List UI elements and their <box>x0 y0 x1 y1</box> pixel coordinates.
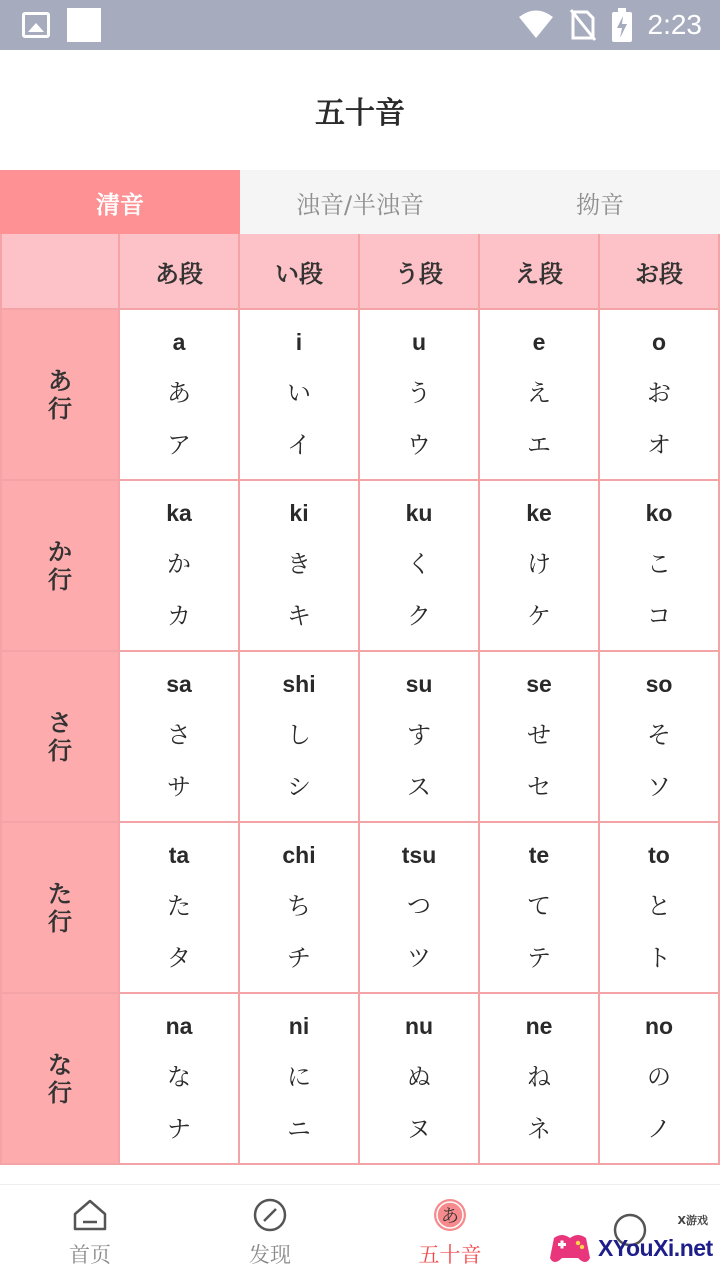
row-label-cell <box>2 652 120 823</box>
kana-cell[interactable] <box>480 823 600 994</box>
watermark <box>548 1214 716 1274</box>
kana-cell[interactable] <box>600 481 720 652</box>
katakana-text: ス <box>407 773 431 802</box>
nav-discover-label: 发现 <box>249 1243 291 1267</box>
romaji-text: to <box>648 841 670 868</box>
kana-table <box>0 234 720 1165</box>
romaji-text: nu <box>404 1012 434 1039</box>
kana-cell[interactable] <box>480 310 600 481</box>
romaji-text: tsu <box>401 841 437 868</box>
hiragana-text: た <box>167 891 191 920</box>
hiragana-text: な <box>167 1062 191 1091</box>
kana-cell[interactable] <box>480 481 600 652</box>
hiragana-text: あ <box>167 378 191 407</box>
kana-cell[interactable] <box>360 652 480 823</box>
kana-cell[interactable] <box>600 652 720 823</box>
katakana-text: サ <box>167 773 191 802</box>
romaji-text: su <box>405 670 433 697</box>
katakana-text: イ <box>287 431 311 460</box>
hiragana-text: し <box>287 720 311 749</box>
table-row <box>2 652 720 823</box>
table-corner-cell <box>2 234 120 310</box>
kana-cell[interactable] <box>240 481 360 652</box>
kana-cell[interactable] <box>360 994 480 1165</box>
title-bar <box>0 50 720 170</box>
hiragana-text: お <box>647 378 671 407</box>
hiragana-text: ぬ <box>407 1062 431 1091</box>
romaji-text: ko <box>645 499 673 526</box>
hiragana-text: う <box>407 378 431 407</box>
kana-cell[interactable] <box>240 310 360 481</box>
romaji-text: se <box>526 670 552 697</box>
column-header: お段 <box>600 234 720 310</box>
column-header: え段 <box>480 234 600 310</box>
watermark-text: XYouXi.net <box>598 1234 713 1261</box>
romaji-text: ne <box>525 1012 553 1039</box>
katakana-text: キ <box>287 602 311 631</box>
kana-cell[interactable] <box>120 823 240 994</box>
katakana-text: ヌ <box>407 1115 431 1144</box>
row-label: さ行 <box>48 708 72 765</box>
katakana-text: シ <box>287 773 311 802</box>
romaji-text: no <box>644 1012 674 1039</box>
katakana-text: コ <box>647 602 671 631</box>
column-header: あ段 <box>120 234 240 310</box>
romaji-text: shi <box>282 670 316 697</box>
katakana-text: ト <box>647 944 671 973</box>
hiragana-text: さ <box>167 720 191 749</box>
katakana-text: ニ <box>287 1115 311 1144</box>
katakana-text: ウ <box>407 431 431 460</box>
nav-discover[interactable] <box>180 1185 360 1280</box>
row-label: な行 <box>48 1050 72 1107</box>
romaji-text: te <box>528 841 550 868</box>
hiragana-text: そ <box>647 720 671 749</box>
row-label-cell <box>2 994 120 1165</box>
romaji-text: i <box>295 328 303 355</box>
kana-cell[interactable] <box>120 652 240 823</box>
katakana-text: ナ <box>167 1115 191 1144</box>
katakana-text: ク <box>407 602 431 631</box>
kana-cell[interactable] <box>600 310 720 481</box>
kana-icon-text: あ <box>441 1206 459 1227</box>
katakana-text: カ <box>167 602 191 631</box>
romaji-text: ka <box>166 499 192 526</box>
romaji-text: na <box>165 1012 193 1039</box>
wifi-icon <box>518 10 554 40</box>
hiragana-text: の <box>647 1062 671 1091</box>
status-time: 2:23 <box>647 9 702 40</box>
table-row <box>2 481 720 652</box>
katakana-text: ソ <box>647 773 671 802</box>
hiragana-text: け <box>527 549 551 578</box>
hiragana-text: す <box>407 720 431 749</box>
battery-charging-icon <box>612 8 632 42</box>
hiragana-text: せ <box>527 720 551 749</box>
romaji-text: o <box>651 328 667 355</box>
hiragana-text: ち <box>287 891 311 920</box>
kana-cell[interactable] <box>120 994 240 1165</box>
image-icon <box>22 12 50 38</box>
hiragana-text: こ <box>647 549 671 578</box>
nav-home[interactable] <box>0 1185 180 1280</box>
kana-table-scroll[interactable] <box>0 234 720 1184</box>
page-title: 五十音 <box>315 96 405 131</box>
table-row <box>2 823 720 994</box>
katakana-text: タ <box>167 944 191 973</box>
no-sim-icon <box>570 9 596 41</box>
column-header: う段 <box>360 234 480 310</box>
katakana-text: ツ <box>407 944 431 973</box>
home-icon <box>72 1197 108 1233</box>
kana-cell[interactable] <box>360 310 480 481</box>
katakana-text: ア <box>167 431 191 460</box>
kana-cell[interactable] <box>120 310 240 481</box>
column-header: い段 <box>240 234 360 310</box>
katakana-text: テ <box>527 944 551 973</box>
nav-gojuon-label: 五十音 <box>418 1243 482 1267</box>
romaji-text: chi <box>282 841 316 868</box>
row-label: た行 <box>48 879 72 936</box>
katakana-text: チ <box>287 944 311 973</box>
hiragana-text: ね <box>527 1062 551 1091</box>
kana-cell[interactable] <box>480 994 600 1165</box>
katakana-text: ネ <box>527 1115 551 1144</box>
romaji-text: sa <box>166 670 192 697</box>
kana-cell[interactable] <box>240 994 360 1165</box>
tab-seion[interactable]: 清音 <box>0 170 240 234</box>
hiragana-text: く <box>407 549 431 578</box>
table-row <box>2 310 720 481</box>
tab-youon[interactable]: 拗音 <box>576 190 624 219</box>
romaji-text: u <box>411 328 427 355</box>
hiragana-text: い <box>287 378 311 407</box>
kana-icon <box>432 1197 468 1233</box>
katakana-text: ノ <box>647 1115 671 1144</box>
romaji-text: ku <box>405 499 433 526</box>
tab-dakuon[interactable]: 浊音/半浊音 <box>295 190 425 219</box>
row-label-cell <box>2 481 120 652</box>
gamepad-logo-icon <box>548 1228 592 1268</box>
row-label-cell <box>2 823 120 994</box>
table-row <box>2 994 720 1165</box>
katakana-text: セ <box>527 773 551 802</box>
romaji-text: ni <box>288 1012 310 1039</box>
hiragana-text: か <box>167 549 191 578</box>
status-bar <box>0 0 720 50</box>
kana-cell[interactable] <box>600 823 720 994</box>
kana-cell[interactable] <box>240 652 360 823</box>
kana-cell[interactable] <box>360 823 480 994</box>
kana-cell[interactable] <box>600 994 720 1165</box>
tab-bar <box>0 170 720 234</box>
nav-home-label: 首页 <box>69 1243 111 1267</box>
romaji-text: a <box>172 328 186 355</box>
katakana-text: エ <box>527 431 551 460</box>
romaji-text: ki <box>289 499 309 526</box>
nav-gojuon[interactable] <box>360 1185 540 1280</box>
hiragana-text: て <box>527 891 551 920</box>
hiragana-text: に <box>287 1062 311 1091</box>
row-label-cell <box>2 310 120 481</box>
romaji-text: ta <box>168 841 190 868</box>
hiragana-text: と <box>647 891 671 920</box>
kana-cell[interactable] <box>240 823 360 994</box>
romaji-text: e <box>532 328 546 355</box>
watermark-small-text: X游戏 <box>677 1214 708 1227</box>
row-label: あ行 <box>48 366 72 423</box>
katakana-text: オ <box>647 431 671 460</box>
hiragana-text: え <box>527 378 551 407</box>
hiragana-text: き <box>287 549 311 578</box>
kana-cell[interactable] <box>480 652 600 823</box>
status-icons <box>518 5 703 45</box>
row-label: か行 <box>48 537 72 594</box>
romaji-text: so <box>645 670 673 697</box>
hiragana-text: つ <box>407 891 431 920</box>
kana-cell[interactable] <box>120 481 240 652</box>
katakana-text: ケ <box>527 602 551 631</box>
square-icon <box>67 8 101 42</box>
compass-icon <box>252 1197 288 1233</box>
romaji-text: ke <box>526 499 552 526</box>
table-header-row <box>2 234 720 310</box>
kana-cell[interactable] <box>360 481 480 652</box>
